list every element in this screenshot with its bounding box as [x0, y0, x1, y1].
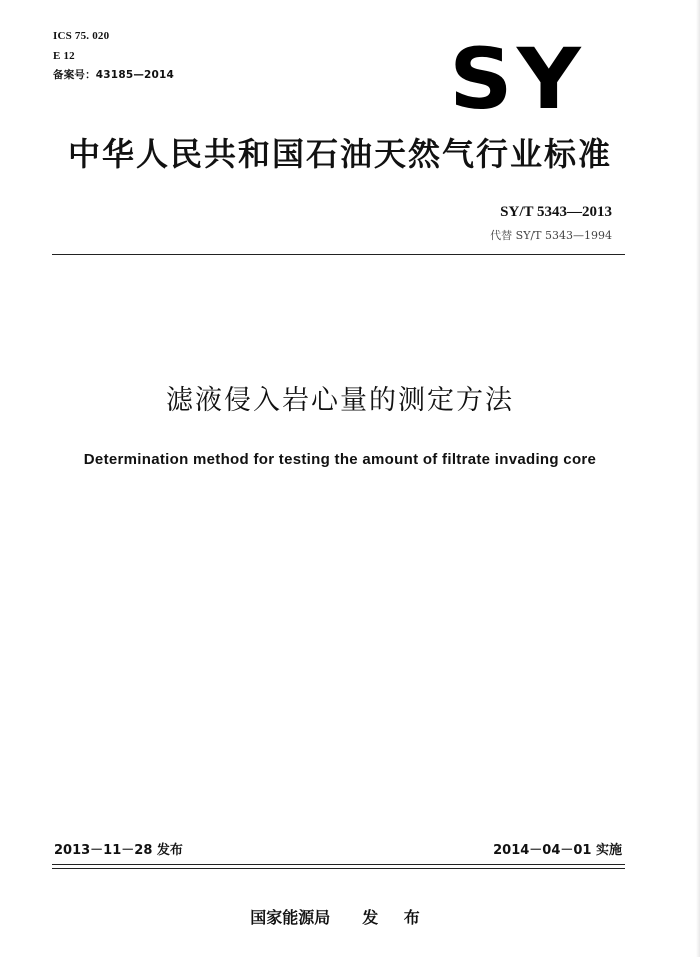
document-title-chinese: 滤液侵入岩心量的测定方法 [166, 385, 514, 416]
issue-date: 2013－11－28 发布 [54, 843, 183, 858]
standard-number: SY/T 5343—2013 [500, 204, 612, 220]
document-title-english: Determination method for testing the amount of filtrate invading core [83, 451, 597, 468]
footer-divider-upper [52, 864, 625, 865]
ics-code: ICS 75. 020 [53, 30, 110, 42]
sy-logo: SY [449, 30, 585, 128]
ccs-code: E 12 [53, 50, 75, 62]
replaces-standard: 代替 SY/T 5343—1994 [490, 229, 612, 242]
filing-number: 备案号：43185—2014 [53, 69, 175, 81]
header-divider [52, 254, 625, 255]
industry-standard-title: 中华人民共和国石油天然气行业标准 [67, 135, 612, 173]
issuer-line [0, 905, 680, 928]
publish-label: 发 布 [362, 908, 430, 927]
footer-divider-lower [52, 868, 625, 869]
effective-date: 2014－04－01 实施 [493, 843, 622, 858]
issuing-authority: 国家能源局 [250, 908, 331, 927]
page-edge-shadow [696, 0, 700, 957]
